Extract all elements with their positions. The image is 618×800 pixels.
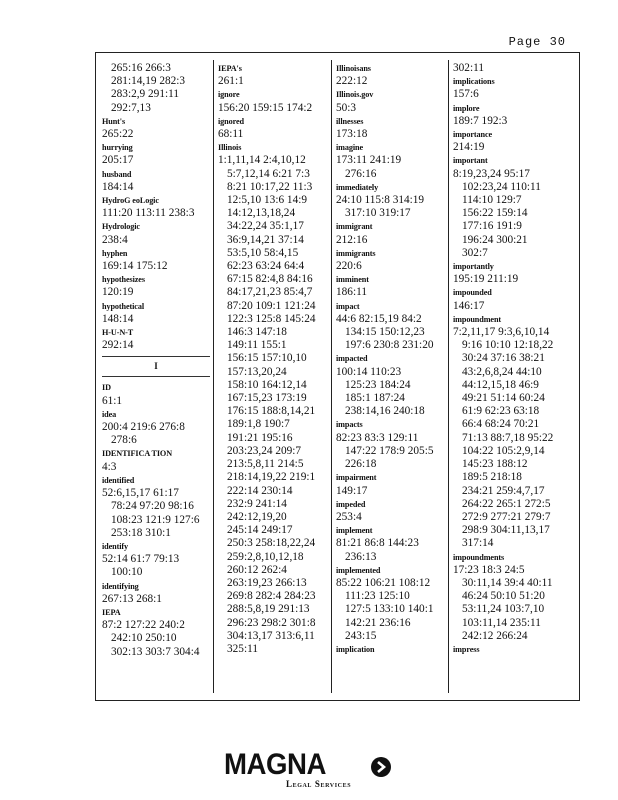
page-line-references: 200:4 219:6 276:8 [102, 421, 185, 434]
page-line-references: 232:9 241:14 [227, 497, 287, 510]
page-line-references: 85:22 106:21 108:12 [336, 576, 431, 589]
page-line-references: 214:19 [453, 141, 485, 154]
page-line-references: 263:19,23 266:13 [227, 576, 307, 589]
page-line-references: 253:4 [336, 510, 362, 523]
page-line-references: 269:8 282:4 284:23 [227, 590, 316, 603]
index-term: implement [336, 526, 373, 536]
page-number: Page 30 [508, 35, 566, 49]
index-term: illnesses [336, 116, 364, 126]
page-line-references: 156:15 157:10,10 [227, 352, 307, 365]
page-line-references: 288:5,8,19 291:13 [227, 603, 310, 616]
page-line-references: 189:7 192:3 [453, 114, 508, 127]
section-rule [102, 356, 210, 357]
section-rule [102, 376, 210, 377]
page-line-references: 30:24 37:16 38:21 [462, 352, 545, 365]
page-line-references: 261:1 [218, 75, 244, 88]
page-line-references: 8:21 10:17,22 11:3 [227, 180, 313, 193]
index-term: Illinois.gov [336, 90, 374, 100]
page-line-references: 222:14 230:14 [227, 484, 293, 497]
page-line-references: 1:1,11,14 2:4,10,12 [218, 154, 306, 167]
page-line-references: 24:10 115:8 314:19 [336, 194, 425, 207]
index-term: IDENTIFICA TION [102, 449, 173, 459]
page-line-references: 177:16 191:9 [462, 220, 522, 233]
column-divider [213, 60, 214, 693]
page-line-references: 5:7,12,14 6:21 7:3 [227, 167, 310, 180]
page-line-references: 61:1 [102, 394, 123, 407]
page-line-references: 296:23 298:2 301:8 [227, 616, 316, 629]
page-line-references: 236:13 [345, 550, 377, 563]
page-line-references: 52:14 61:7 79:13 [102, 553, 180, 566]
page-line-references: 302:7 [462, 246, 488, 259]
page-line-references: 9:16 10:10 12:18,22 [462, 339, 554, 352]
page-line-references: 46:24 50:10 51:20 [462, 590, 545, 603]
page-line-references: 30:11,14 39:4 40:11 [462, 576, 553, 589]
page-line-references: 67:15 82:4,8 84:16 [227, 273, 313, 286]
page-line-references: 242:12,19,20 [227, 510, 287, 523]
index-term: imminent [336, 275, 369, 285]
index-term: importantly [453, 262, 494, 272]
page-line-references: 184:14 [102, 180, 134, 193]
index-term: implemented [336, 565, 381, 575]
page-line-references: 205:17 [102, 154, 134, 167]
page-line-references: 156:22 159:14 [462, 207, 528, 220]
index-term: impact [336, 301, 360, 311]
page-line-references: 50:3 [336, 101, 357, 114]
page-line-references: 157:6 [453, 88, 479, 101]
index-term: impairment [336, 473, 377, 483]
index-term: Hydrologic [102, 222, 140, 232]
page-line-references: 53:5,10 58:4,15 [227, 246, 299, 259]
page-line-references: 238:14,16 240:18 [345, 405, 425, 418]
page-line-references: 302:11 [453, 62, 484, 74]
index-term: Hunt's [102, 116, 126, 126]
page-line-references: 100:14 110:23 [336, 365, 402, 378]
page-line-references: 317:14 [462, 537, 494, 550]
index-column-3 [336, 62, 446, 695]
page-line-references: 78:24 97:20 98:16 [111, 500, 194, 513]
index-term: impacted [336, 354, 368, 364]
page-line-references: 176:15 188:8,14,21 [227, 405, 316, 418]
page-line-references: 49:21 51:14 60:24 [462, 392, 545, 405]
page-line-references: 259:2,8,10,12,18 [227, 550, 304, 563]
page-line-references: 317:10 319:17 [345, 207, 411, 220]
page-line-references: 185:1 187:24 [345, 392, 405, 405]
index-term: hypothesizes [102, 275, 145, 285]
page-line-references: 44:6 82:15,19 84:2 [336, 312, 422, 325]
page-line-references: 304:13,17 313:6,11 [227, 629, 315, 642]
page-line-references: 169:14 175:12 [102, 260, 168, 273]
page-line-references: 189:5 218:18 [462, 471, 522, 484]
page-line-references: 71:13 88:7,18 95:22 [462, 431, 554, 444]
page-line-references: 84:17,21,23 85:4,7 [227, 286, 313, 299]
page-line-references: 173:18 [336, 128, 368, 141]
page-line-references: 102:23,24 110:11 [462, 180, 541, 193]
page-line-references: 147:22 178:9 205:5 [345, 444, 434, 457]
index-term: implication [336, 644, 375, 654]
page-line-references: 197:6 230:8 231:20 [345, 339, 434, 352]
page-line-references: 52:6,15,17 61:17 [102, 487, 179, 500]
page-line-references: 173:11 241:19 [336, 154, 402, 167]
page-line-references: 87:20 109:1 121:24 [227, 299, 316, 312]
index-column-1 [102, 62, 210, 695]
index-term: HydroG eoLogic [102, 196, 159, 206]
index-term: identify [102, 541, 129, 551]
index-term: Illinois [218, 143, 242, 153]
page-line-references: 8:19,23,24 95:17 [453, 167, 530, 180]
page-line-references: 265:16 266:3 [111, 62, 171, 74]
page-line-references: 103:11,14 235:11 [462, 616, 541, 629]
page-line-references: 222:12 [336, 75, 368, 88]
logo-subtitle: Legal Services [286, 779, 352, 789]
page-line-references: 302:13 303:7 304:4 [111, 645, 200, 658]
index-term: H-U-N-T [102, 328, 134, 338]
index-term: impoundment [453, 314, 502, 324]
index-term: ignore [218, 90, 240, 100]
index-term: important [453, 156, 488, 166]
page-line-references: 17:23 18:3 24:5 [453, 563, 525, 576]
section-letter: I [154, 361, 158, 372]
page-line-references: 108:23 121:9 127:6 [111, 513, 200, 526]
page-line-references: 158:10 164:12,14 [227, 378, 307, 391]
page-line-references: 111:23 125:10 [345, 590, 410, 603]
page-line-references: 145:23 188:12 [462, 458, 528, 471]
page-line-references: 186:11 [336, 286, 367, 299]
column-divider [448, 60, 449, 693]
column-divider [331, 60, 332, 693]
page-line-references: 265:22 [102, 128, 134, 141]
page-line-references: 62:23 63:24 64:4 [227, 260, 305, 273]
page-line-references: 122:3 125:8 145:24 [227, 312, 316, 325]
page-line-references: 243:15 [345, 629, 377, 642]
index-term: ignored [218, 116, 244, 126]
index-term: immigrants [336, 248, 376, 258]
page-line-references: 189:1,8 190:7 [227, 418, 290, 431]
page-line-references: 34:22,24 35:1,17 [227, 220, 304, 233]
page-line-references: 4:3 [102, 460, 117, 473]
page-line-references: 278:6 [111, 434, 137, 447]
index-term: impoundments [453, 552, 505, 562]
page-line-references: 53:11,24 103:7,10 [462, 603, 545, 616]
index-term: impacts [336, 420, 363, 430]
page-line-references: 149:11 155:1 [227, 339, 287, 352]
index-term: hurrying [102, 143, 133, 153]
index-term: husband [102, 169, 132, 179]
page-line-references: 120:19 [102, 286, 134, 299]
page-line-references: 36:9,14,21 37:14 [227, 233, 304, 246]
page-line-references: 242:10 250:10 [111, 632, 177, 645]
page-line-references: 61:9 62:23 63:18 [462, 405, 540, 418]
page-line-references: 195:19 211:19 [453, 273, 519, 286]
page-line-references: 203:23,24 209:7 [227, 444, 302, 457]
page-line-references: 156:20 159:15 174:2 [218, 101, 313, 114]
page-line-references: 114:10 129:7 [462, 194, 522, 207]
page-line-references: 127:5 133:10 140:1 [345, 603, 434, 616]
page-line-references: 44:12,15,18 46:9 [462, 378, 539, 391]
page-line-references: 267:13 268:1 [102, 592, 162, 605]
index-term: hyphen [102, 248, 128, 258]
page-line-references: 149:17 [336, 484, 368, 497]
page-line-references: 100:10 [111, 566, 143, 579]
page-line-references: 87:2 127:22 240:2 [102, 619, 185, 632]
page-line-references: 104:22 105:2,9,14 [462, 444, 545, 457]
index-term: idea [102, 409, 117, 419]
page-line-references: 66:4 68:24 70:21 [462, 418, 540, 431]
page-line-references: 281:14,19 282:3 [111, 75, 186, 88]
magna-logo [224, 748, 404, 794]
page-line-references: 242:12 266:24 [462, 629, 528, 642]
index-term: ID [102, 383, 111, 393]
index-term: impeded [336, 499, 366, 509]
page-line-references: 191:21 195:16 [227, 431, 293, 444]
index-term: importance [453, 130, 493, 140]
index-term: impounded [453, 288, 492, 298]
page-line-references: 196:24 300:21 [462, 233, 528, 246]
page-line-references: 111:20 113:11 238:3 [102, 207, 195, 220]
page-line-references: 157:13,20,24 [227, 365, 287, 378]
index-term: implore [453, 103, 480, 113]
page-line-references: 220:6 [336, 260, 362, 273]
page-line-references: 213:5,8,11 214:5 [227, 458, 304, 471]
page-line-references: 238:4 [102, 233, 128, 246]
logo-wordmark: MAGNA [224, 748, 326, 781]
page-line-references: 264:22 265:1 272:5 [462, 497, 551, 510]
index-term: Illinoisans [336, 64, 371, 73]
index-term: IEPA [102, 607, 121, 617]
page-line-references: 272:9 277:21 279:7 [462, 510, 551, 523]
page-line-references: 68:11 [218, 128, 244, 141]
page-line-references: 218:14,19,22 219:1 [227, 471, 316, 484]
page-line-references: 298:9 304:11,13,17 [462, 524, 550, 537]
page-line-references: 292:14 [102, 339, 134, 352]
chevron-right-icon [371, 757, 391, 777]
page-line-references: 325:11 [227, 642, 258, 655]
index-column-2 [218, 62, 328, 695]
page-line-references: 250:3 258:18,22,24 [227, 537, 316, 550]
index-term: impress [453, 644, 480, 654]
page-line-references: 81:21 86:8 144:23 [336, 537, 419, 550]
page-line-references: 234:21 259:4,7,17 [462, 484, 545, 497]
index-term: immediately [336, 182, 379, 192]
index-term: identified [102, 475, 135, 485]
page-line-references: 276:16 [345, 167, 377, 180]
page-line-references: 212:16 [336, 233, 368, 246]
page-line-references: 12:5,10 13:6 14:9 [227, 194, 308, 207]
page-line-references: 292:7,13 [111, 101, 151, 114]
page-line-references: 14:12,13,18,24 [227, 207, 296, 220]
index-term: hypothetical [102, 301, 145, 311]
page-line-references: 134:15 150:12,23 [345, 326, 425, 339]
page-line-references: 125:23 184:24 [345, 378, 411, 391]
page-line-references: 142:21 236:16 [345, 616, 411, 629]
page-line-references: 245:14 249:17 [227, 524, 293, 537]
page-line-references: 253:18 310:1 [111, 526, 171, 539]
page-line-references: 146:3 147:18 [227, 326, 287, 339]
page-line-references: 148:14 [102, 312, 134, 325]
index-term: IEPA's [218, 64, 242, 73]
page-line-references: 226:18 [345, 458, 377, 471]
page-line-references: 82:23 83:3 129:11 [336, 431, 419, 444]
page-line-references: 283:2,9 291:11 [111, 88, 179, 101]
page-line-references: 146:17 [453, 299, 485, 312]
page-line-references: 260:12 262:4 [227, 563, 287, 576]
page-line-references: 167:15,23 173:19 [227, 392, 307, 405]
index-page [95, 52, 580, 701]
index-term: immigrant [336, 222, 373, 232]
page-line-references: 43:2,6,8,24 44:10 [462, 365, 542, 378]
index-column-4 [453, 62, 575, 695]
index-term: identifying [102, 581, 139, 591]
index-term: implications [453, 77, 495, 87]
page-line-references: 7:2,11,17 9:3,6,10,14 [453, 326, 550, 339]
index-term: imagine [336, 143, 364, 153]
